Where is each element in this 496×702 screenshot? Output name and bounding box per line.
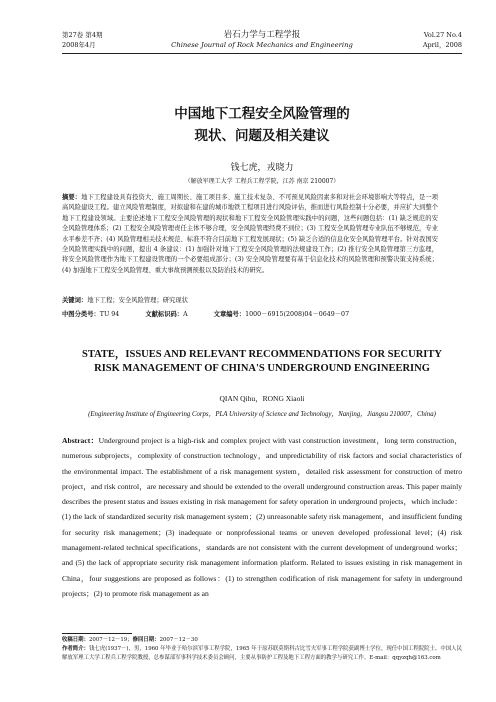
title-cn — [62, 103, 462, 147]
title-cn-line-2: 现状、问题及相关建议 — [194, 128, 330, 144]
footnote — [62, 636, 462, 663]
running-header — [62, 30, 462, 60]
date-cn: 2008年4月 — [62, 41, 96, 49]
doc-code-value: A — [183, 311, 188, 318]
author-bio-text: 钱七虎(1937－)，男，1960 年毕业于哈尔滨军事工程学院，1965 年于原苏联莫斯科古比雪夫军事工程学院获副博士学位，现任中国工程院院士、中国人民解放军理工大学工程兵工程学院教授，总参谋部军事科学技术委员会顾问，主要从事防护工程及地下工程方面的教学与研究工作。E-mail：qqyzqh@163.com — [62, 646, 462, 661]
keywords-cn — [62, 296, 438, 306]
title-en — [62, 348, 462, 376]
article-no-label: 文章编号： — [213, 311, 246, 318]
abstract-en — [62, 433, 462, 601]
affiliation-cn: （解放军理工大学 工程兵工程学院，江苏 南京 210007） — [184, 178, 340, 185]
volume-cn: 第27卷 第4期 — [62, 31, 103, 39]
clc-value: TU 94 — [99, 311, 120, 318]
authors-cn: 钱七虎，戎晓力 — [230, 163, 294, 173]
revised-value: 2007－12－30 — [159, 637, 198, 643]
footnote-rule — [62, 633, 132, 634]
title-en-line-2: RISK MANAGEMENT OF CHINA'S UNDERGROUND ENGINEERING — [94, 363, 430, 374]
abstract-cn — [62, 193, 438, 276]
abstract-cn-text: 地下工程建设具有投资大、施工周期长、施工项目多、施工技术复杂、不可预见风险因素多和对社会环境影响大等特点，是一项高风险建设工程。建立风险管理制度，对拟建和在建的城市地铁工程项目进行风险评估，推而进行风险控制十分必要，并应扩大到整个地下工程建设领域。主要论述地下工程安全风险管理的现状和地下工程安全风险管理实践中的问题，这些问题包括：(1) 缺乏规范的安全风险管理体系；(2) 工程安全风险管理责任主体不够合理，安全风险管理经费不到位；(3) 工程安全风险管理专业队伍不够规范，专业水平参差不齐；(4) 风险管理相关技术规范、标准不符合目前地下工程发展现状；(5) 缺乏合适的信息化安全风险管理平台。针对我国安全风险管理实践中的问题，提出 4 条建议：(1) 加强针对地下工程安全风险管理的法规建设工作；(2) 推行安全风险管理第三方监理，将安全风险管理作为地下工程建设管理的一个必要组成部分；(3) 安全风险管理要有基于信息化技术的风险管理和预警决策支持系统；(4) 加强地下工程安全风险管理、重大事故预测预报以及防治技术的研究。 — [62, 194, 439, 274]
doc-code-label: 文献标识码： — [145, 311, 184, 318]
keywords-cn-label: 关键词： — [62, 297, 88, 304]
header-right — [423, 30, 462, 50]
title-en-line-1: STATE，ISSUES AND RELEVANT RECOMMENDATIONS FOR SECURITY — [82, 349, 442, 360]
author-bio-label: 作者简介： — [62, 646, 90, 652]
volume-en: Vol.27 No.4 — [423, 31, 462, 39]
footnote-dates — [62, 636, 462, 645]
keywords-cn-text: 地下工程；安全风险管理；研究现状 — [87, 297, 188, 304]
classification-cn — [62, 310, 462, 320]
article-no-value: 1000－6915(2008)04－0649－07 — [245, 311, 350, 318]
title-cn-line-1: 中国地下工程安全风险管理的 — [174, 106, 350, 122]
date-en: April，2008 — [422, 41, 462, 49]
header-rule — [62, 53, 462, 54]
affiliation-en: (Engineering Institute of Engineering Corps，PLA University of Science and Technology，Nanjing，Jiangsu 210007，China) — [88, 411, 436, 418]
received-label: 收稿日期： — [62, 637, 89, 643]
header-left — [62, 30, 102, 50]
received-value: 2007－12－19； — [88, 637, 133, 643]
journal-name-cn: 岩石力学与工程学报 — [223, 30, 301, 40]
footnote-author — [62, 645, 462, 663]
revised-label: 修回日期： — [132, 637, 160, 643]
authors-en: QIAN Qihu，RONG Xiaoli — [219, 394, 305, 403]
journal-name-en: Chinese Journal of Rock Mechanics and Engineering — [171, 41, 353, 49]
header-journal — [157, 30, 367, 50]
abstract-en-text: Underground project is a high-risk and complex project with vast construction investment，long term construction，numerous subprojects，complexity of construction technology，and unpredictability of risk factors and social characteristics of the environmental impact. The establishment of a risk management system，detailed risk assessment for construction of metro project，and risk control，are necessary and should be extended to the overall underground construction areas. This paper mainly describes the present status and issues existing in risk management for safety operation in underground projects，which include：(1) the lack of standardized security risk management system；(2) unreasonable safety risk management，and insufficient funding for security risk management；(3) inadequate or nonprofessional teams or uneven developed professional level；(4) risk management-related technical specifications，standards are not consistent with the current development of underground works；and (5) the lack of appropriate security risk management information platform. Related to issues existing in risk management in China，four suggestions are proposed as follows：(1) to strengthen codification of risk management for safety in underground projects；(2) to promote risk management as an — [62, 436, 462, 598]
abstract-en-label: Abstract： — [62, 436, 99, 445]
abstract-cn-label: 摘要： — [62, 194, 82, 201]
clc-label: 中图分类号： — [62, 311, 100, 318]
